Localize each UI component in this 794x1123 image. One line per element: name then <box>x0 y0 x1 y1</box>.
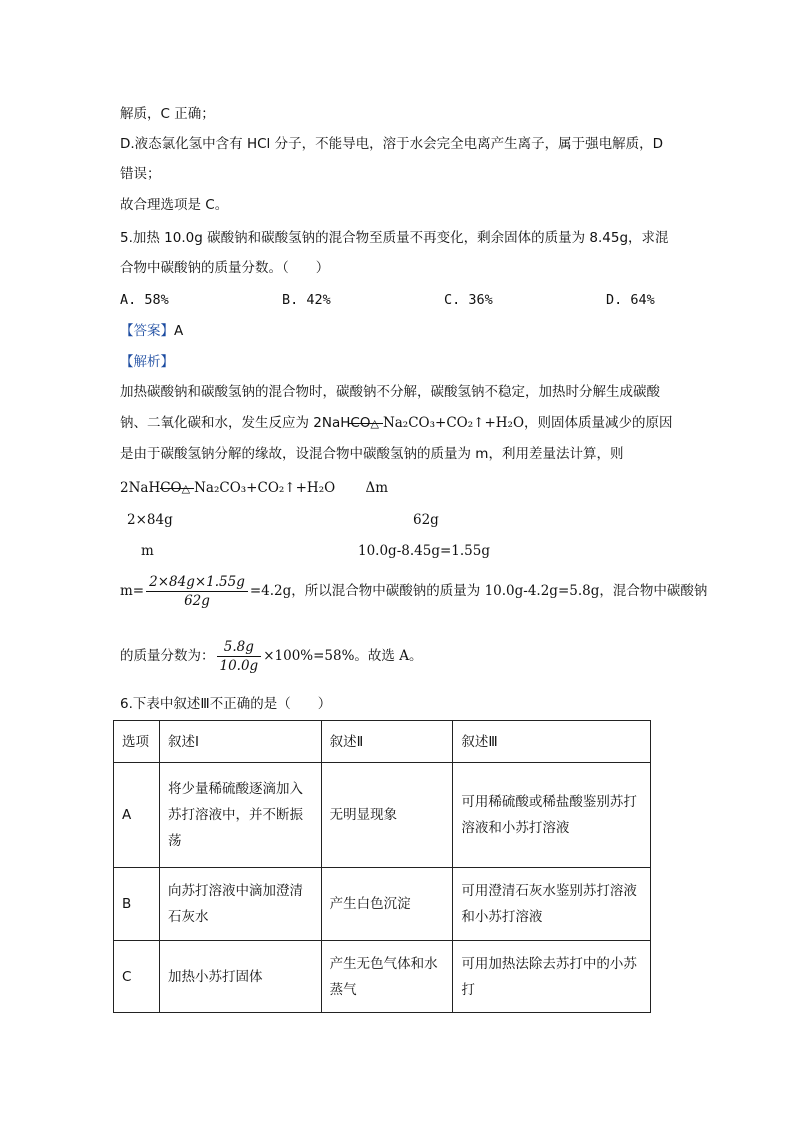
ratio-row-1 <box>127 510 647 530</box>
table-row <box>114 763 651 868</box>
equation-line <box>120 478 388 499</box>
header-cell: 选项 <box>114 721 160 763</box>
table-cell: 可用加热法除去苏打中的小苏打 <box>453 941 651 1013</box>
table-cell: 加热小苏打固体 <box>159 941 321 1013</box>
q6-table <box>113 720 651 1013</box>
table-cell: A <box>114 763 160 868</box>
header-cell: 叙述Ⅰ <box>159 721 321 763</box>
table-row <box>114 941 651 1013</box>
table-cell: 产生无色气体和水蒸气 <box>321 941 453 1013</box>
answer-label: 【答案】 <box>120 323 174 339</box>
analysis-p2-start: 钠、二氧化碳和水，发生反应为 2NaHCO <box>120 415 371 431</box>
fraction-1-num: 2×84g×1.55g <box>146 573 248 592</box>
m-prefix: m= <box>120 583 145 599</box>
table-cell: 将少量稀硫酸逐滴加入苏打溶液中，并不断振荡 <box>159 763 321 868</box>
heat-symbol-2: △ <box>182 478 194 499</box>
table-cell: 可用稀硫酸或稀盐酸鉴别苏打溶液和小苏打溶液 <box>453 763 651 868</box>
table-cell: 向苏打溶液中滴加澄清石灰水 <box>159 868 321 941</box>
percent-calc-line <box>120 638 422 675</box>
header-cell: 叙述Ⅲ <box>453 721 651 763</box>
ratio-2-left: m <box>141 543 154 559</box>
analysis-p2-end: Na₂CO₃+CO₂↑+H₂O，则固体质量减少的原因 <box>382 415 673 431</box>
fraction-2 <box>217 638 262 675</box>
option-a: A. 58% <box>120 292 169 308</box>
fraction-1-den: 62g <box>184 593 210 609</box>
question-6-title: 6.下表中叙述Ⅲ不正确的是（ ） <box>120 696 332 712</box>
line-1: 解质，C 正确； <box>120 106 215 122</box>
answer-value: A <box>174 323 184 339</box>
fraction-2-den: 10.0g <box>219 658 259 674</box>
mass-calc-line <box>120 573 707 610</box>
table-cell: B <box>114 868 160 941</box>
option-d: D. 64% <box>606 292 655 308</box>
option-b: B. 42% <box>282 292 331 308</box>
analysis-p2 <box>120 413 673 434</box>
pct-prefix: 的质量分数为： <box>120 648 215 664</box>
header-cell: 叙述Ⅱ <box>321 721 453 763</box>
ratio-row-2 <box>141 541 661 561</box>
fraction-2-num: 5.8g <box>217 638 262 657</box>
table-header-row <box>114 721 651 763</box>
question-5-stem-cont: 合物中碳酸钠的质量分数。（ ） <box>120 260 330 276</box>
analysis-p1: 加热碳酸钠和碳酸氢钠的混合物时，碳酸钠不分解，碳酸氢钠不稳定，加热时分解生成碳酸 <box>120 384 660 400</box>
pct-suffix: ×100%=58%。故选 A。 <box>263 648 423 664</box>
line-4: 故合理选项是 C。 <box>120 197 229 213</box>
ratio-2-right: 10.0g-8.45g=1.55g <box>358 543 490 559</box>
answer-line <box>120 321 183 341</box>
fraction-1 <box>146 573 248 610</box>
line-3: 错误； <box>120 166 161 182</box>
ratio-1-right: 62g <box>413 512 439 528</box>
eq-products: Na₂CO₃+CO₂↑+H₂O <box>194 480 336 496</box>
table-cell: 可用澄清石灰水鉴别苏打溶液和小苏打溶液 <box>453 868 651 941</box>
table-cell: 产生白色沉淀 <box>321 868 453 941</box>
table-cell: C <box>114 941 160 1013</box>
question-5-stem: 5.加热 10.0g 碳酸钠和碳酸氢钠的混合物至质量不再变化，剩余固体的质量为 8.45g，求混 <box>120 230 669 246</box>
option-c: C. 36% <box>444 292 493 308</box>
line-2: D.液态氯化氢中含有 HCl 分子，不能导电，溶于水会完全电离产生离子，属于强电解质，D <box>120 136 663 152</box>
analysis-label: 【解析】 <box>120 354 174 370</box>
eq-delta-m: Δm <box>365 480 389 496</box>
analysis-p3: 是由于碳酸氢钠分解的缘故，设混合物中碳酸氢钠的质量为 m，利用差量法计算，则 <box>120 446 624 462</box>
eq-reactant: 2NaHCO <box>120 480 182 496</box>
ratio-1-left: 2×84g <box>127 512 173 528</box>
heat-symbol: △ <box>370 413 382 434</box>
m-suffix: =4.2g，所以混合物中碳酸钠的质量为 10.0g-4.2g=5.8g，混合物中碳酸钠 <box>249 583 708 599</box>
table-row <box>114 868 651 941</box>
table-cell: 无明显现象 <box>321 763 453 868</box>
